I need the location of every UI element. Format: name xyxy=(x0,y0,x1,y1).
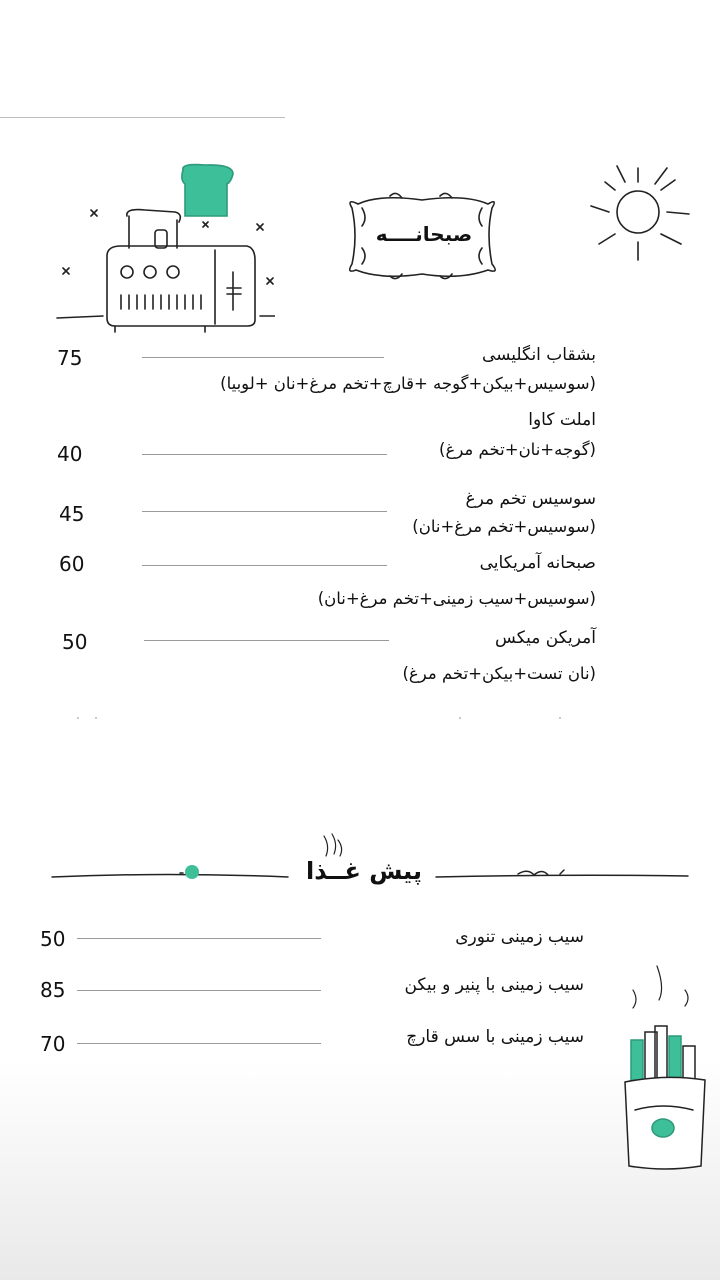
price-leader xyxy=(142,565,387,566)
breakfast-item-price: 50 xyxy=(62,630,88,654)
price-leader xyxy=(142,357,384,358)
background-fade xyxy=(0,1060,720,1280)
starters-title: پیش غــذا xyxy=(306,857,422,885)
price-leader xyxy=(77,990,321,991)
price-leader xyxy=(77,1043,321,1044)
toaster-icon xyxy=(55,160,275,335)
price-leader xyxy=(142,454,387,455)
starter-item-name: سیب زمینی تنوری xyxy=(455,927,584,947)
starter-item-price: 70 xyxy=(40,1032,66,1056)
price-leader xyxy=(77,938,321,939)
fries-icon xyxy=(615,960,715,1175)
breakfast-item-desc: (سوسیس+بیکن+گوجه +قارچ+تخم مرغ+نان +لوبیا) xyxy=(220,374,596,393)
breakfast-item-price: 40 xyxy=(57,442,83,466)
price-leader xyxy=(144,640,389,641)
breakfast-item-desc: (گوجه+نان+تخم مرغ) xyxy=(439,440,596,459)
breakfast-item-name: سوسیس تخم مرغ xyxy=(465,489,596,509)
breakfast-item-price: 45 xyxy=(59,502,85,526)
top-divider xyxy=(0,117,285,118)
accent-dot-icon xyxy=(184,864,200,880)
breakfast-item-name: صبحانه آمریکایی xyxy=(479,553,596,573)
breakfast-item-name: بشقاب انگلیسی xyxy=(481,345,596,365)
starter-item-price: 85 xyxy=(40,978,66,1002)
faded-cut-off-row xyxy=(60,706,580,712)
starter-item-name: سیب زمینی با سس قارچ xyxy=(406,1027,584,1047)
starter-item-price: 50 xyxy=(40,927,66,951)
breakfast-item-desc: (سوسیس+تخم مرغ+نان) xyxy=(412,517,596,536)
breakfast-item-name: آمریکن میکس xyxy=(495,628,596,648)
sun-icon xyxy=(585,160,700,275)
breakfast-item-price: 75 xyxy=(57,346,83,370)
starter-item-name: سیب زمینی با پنیر و بیکن xyxy=(404,975,584,995)
breakfast-item-price: 60 xyxy=(59,552,85,576)
breakfast-item-name: املت کاوا xyxy=(528,410,596,430)
breakfast-title: صبحانــــه xyxy=(375,222,473,246)
breakfast-item-desc: (سوسیس+سیب زمینی+تخم مرغ+نان) xyxy=(317,589,596,608)
price-leader xyxy=(142,511,387,512)
breakfast-item-desc: (نان تست+بیکن+تخم مرغ) xyxy=(402,664,596,683)
